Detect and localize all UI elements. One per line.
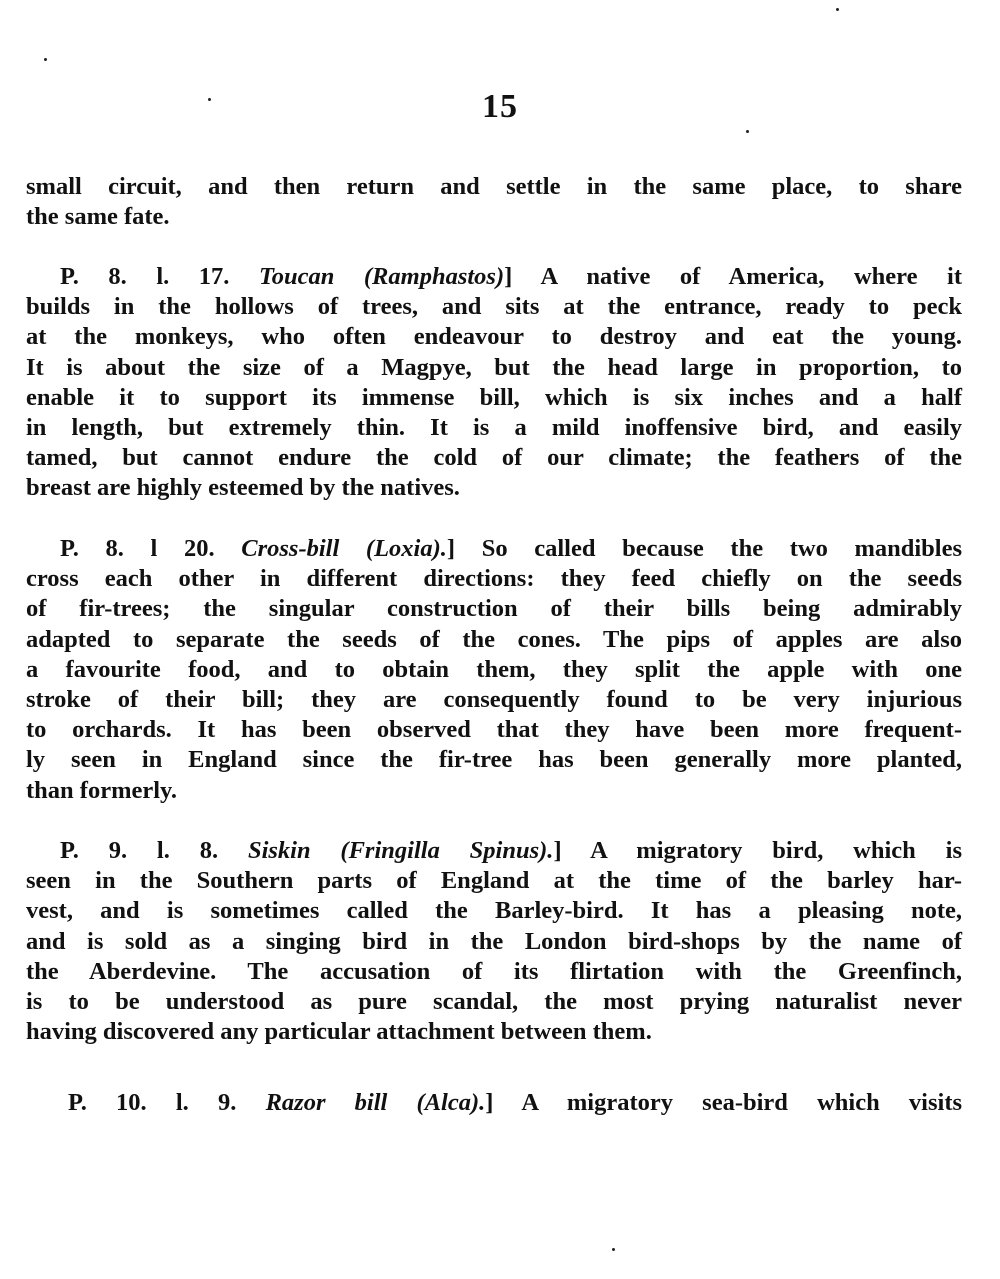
- scan-speck: [836, 8, 839, 11]
- species-term: Razor bill (Alca).: [265, 1089, 486, 1116]
- scan-speck: [612, 1248, 615, 1251]
- paragraph-continuation: [26, 172, 962, 232]
- text-line: cross each other in different directions: they feed chiefly on the seeds: [26, 565, 962, 593]
- page-line-reference: P. 8. l. 17.: [60, 263, 230, 290]
- closing-bracket: ]: [485, 1089, 494, 1116]
- page-number: 15: [482, 88, 518, 125]
- text-line: It is about the size of a Magpye, but the head large in proportion, to: [26, 353, 962, 381]
- scan-speck: [208, 98, 211, 101]
- note-toucan: [26, 262, 962, 504]
- species-term: Cross-bill (Loxia).: [241, 535, 447, 562]
- text-line: ly seen in England since the fir-tree has been generally more planted,: [26, 746, 962, 774]
- text-line: is to be understood as pure scandal, the most prying naturalist never: [26, 988, 962, 1016]
- text-line: having discovered any particular attachment between them.: [26, 1018, 652, 1046]
- text-line: a favourite food, and to obtain them, they split the apple with one: [26, 655, 962, 683]
- text-line: vest, and is sometimes called the Barley-bird. It has a pleasing note,: [26, 897, 962, 925]
- closing-bracket: ]: [504, 263, 513, 290]
- text-line: small circuit, and then return and settle in the same place, to share: [26, 173, 962, 200]
- text-line: enable it to support its immense bill, which is six inches and a half: [26, 383, 962, 411]
- species-term: Siskin (Fringilla Spinus).: [247, 837, 554, 864]
- note-first-line-text: A native of America, where it: [540, 263, 962, 290]
- text-line: breast are highly esteemed by the natives.: [26, 474, 460, 502]
- text-line: at the monkeys, who often endeavour to destroy and eat the young.: [26, 323, 962, 351]
- text-line: stroke of their bill; they are consequently found to be very injurious: [26, 686, 962, 714]
- note-siskin: [26, 836, 962, 1047]
- page-line-reference: P. 10. l. 9.: [68, 1089, 237, 1116]
- text-line: of fir-trees; the singular construction of their bills being admirably: [26, 595, 962, 623]
- note-first-line-text: A migratory sea-bird which visits: [521, 1089, 963, 1116]
- note-razorbill: [26, 1088, 962, 1118]
- text-line: tamed, but cannot endure the cold of our climate; the feathers of the: [26, 444, 962, 472]
- text-line: the Aberdevine. The accusation of its flirtation with the Greenfinch,: [26, 957, 962, 985]
- text-line: seen in the Southern parts of England at the time of the barley har-: [26, 867, 962, 895]
- note-first-line-text: A migratory bird, which is: [590, 837, 962, 864]
- scan-speck: [746, 130, 749, 133]
- note-heading-line: [26, 836, 962, 866]
- note-heading-line: [26, 262, 962, 292]
- page-line-reference: P. 9. l. 8.: [60, 837, 219, 864]
- text-line: and is sold as a singing bird in the London bird-shops by the name of: [26, 927, 962, 955]
- note-heading-line: [26, 1088, 962, 1118]
- text-line: in length, but extremely thin. It is a mild inoffensive bird, and easily: [26, 414, 962, 442]
- text-line: the same fate.: [26, 203, 170, 231]
- scan-speck: [44, 58, 47, 61]
- closing-bracket: ]: [446, 535, 456, 562]
- note-crossbill: [26, 534, 962, 806]
- text-line: builds in the hollows of trees, and sits at the entrance, ready to peck: [26, 293, 962, 321]
- closing-bracket: ]: [553, 837, 562, 864]
- note-first-line-text: So called because the two mandibles: [481, 535, 963, 562]
- page-line-reference: P. 8. l 20.: [60, 535, 215, 562]
- note-heading-line: [26, 534, 962, 564]
- text-line: adapted to separate the seeds of the cones. The pips of apples are also: [26, 625, 962, 653]
- species-term: Toucan (Ramphastos): [259, 263, 505, 290]
- text-line: than formerly.: [26, 776, 178, 804]
- text-line: to orchards. It has been observed that they have been more frequent-: [26, 716, 962, 744]
